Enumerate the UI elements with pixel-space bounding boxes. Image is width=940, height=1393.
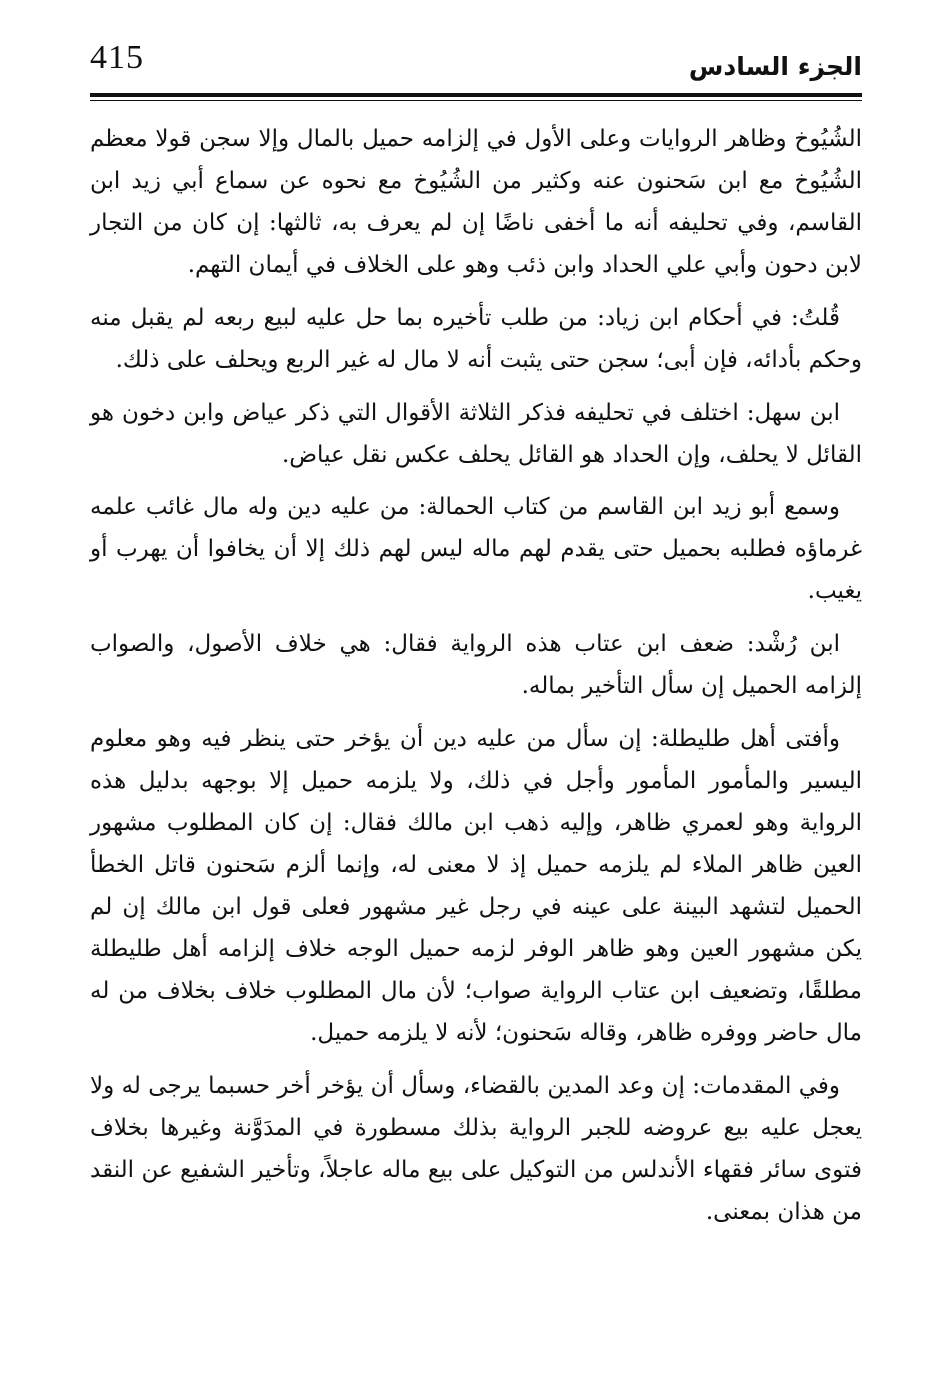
paragraph: ابن رُشْد: ضعف ابن عتاب هذه الرواية فقال: هي خلاف الأصول، والصواب إلزامه الحميل إن سأل التأخير بماله.	[90, 631, 862, 700]
header-rule-thin	[90, 100, 862, 101]
page-number: 415	[90, 39, 144, 76]
paragraph: قُلتُ: في أحكام ابن زياد: من طلب تأخيره بما حل عليه لبيع ربعه لم يقبل منه وحكم بأدائه، فإن أبى؛ سجن حتى يثبت أنه لا مال له غير الربع ويحلف على ذلك.	[90, 304, 862, 373]
paragraph: وسمع أبو زيد ابن القاسم من كتاب الحمالة: من عليه دين وله مال غائب علمه غرماؤه فطلبه بحميل حتى يقدم لهم ماله ليس لهم ذلك إلا أن يخافوا أن يهرب أو يغيب.	[90, 494, 862, 605]
body-text	[90, 118, 862, 1244]
page-header	[90, 38, 862, 92]
running-head: الجزء السادس	[688, 52, 862, 81]
paragraph: وأفتى أهل طليطلة: إن سأل من عليه دين أن يؤخر حتى ينظر فيه وهو معلوم اليسير والمأمور المأمور وأجل في ذلك، ولا يلزمه حميل إلا بوجهه بدليل هذه الرواية وهو لعمري ظاهر، وإليه ذهب ابن مالك فقال: إن كان المطلوب مشهور العين ظاهر الملاء لم يلزمه حميل إذ لا معنى له، وإنما ألزم سَحنون قاتل الخطأ الحميل لتشهد البينة على عينه في رجل غير مشهور فعلى قول ابن مالك إن لم يكن مشهور العين وهو ظاهر الوفر لزمه حميل الوجه خلاف إلزامه أهل طليطلة مطلقًا، وتضعيف ابن عتاب الرواية صواب؛ لأن مال المطلوب خلاف بخلاف من له مال حاضر ووفره ظاهر، وقاله سَحنون؛ لأنه لا يلزمه حميل.	[90, 725, 862, 1047]
paragraph: وفي المقدمات: إن وعد المدين بالقضاء، وسأل أن يؤخر أخر حسبما يرجى له ولا يعجل عليه بيع عروضه للجبر الرواية بذلك مسطورة في المدَوَّنة وغيرها بخلاف فتوى سائر فقهاء الأندلس من التوكيل على بيع ماله عاجلاً، وتأخير الشفيع عن النقد من هذان بمعنى.	[90, 1072, 862, 1226]
header-rule-thick	[90, 93, 862, 97]
paragraph: الشُيُوخ وظاهر الروايات وعلى الأول في إلزامه حميل بالمال وإلا سجن قولا معظم الشُيُوخ مع ابن سَحنون عنه وكثير من الشُيُوخ مع نحوه عن سماع أبي زيد ابن القاسم، وفي تحليفه أنه ما أخفى ناضًا إن لم يعرف به، ثالثها: إن كان من التجار لابن دحون وأبي علي الحداد وابن ذئب وهو على الخلاف في أيمان التهم.	[90, 126, 862, 279]
paragraph: ابن سهل: اختلف في تحليفه فذكر الثلاثة الأقوال التي ذكر عياض وابن دخون هو القائل لا يحلف، وإن الحداد هو القائل يحلف عكس نقل عياض.	[90, 399, 862, 468]
